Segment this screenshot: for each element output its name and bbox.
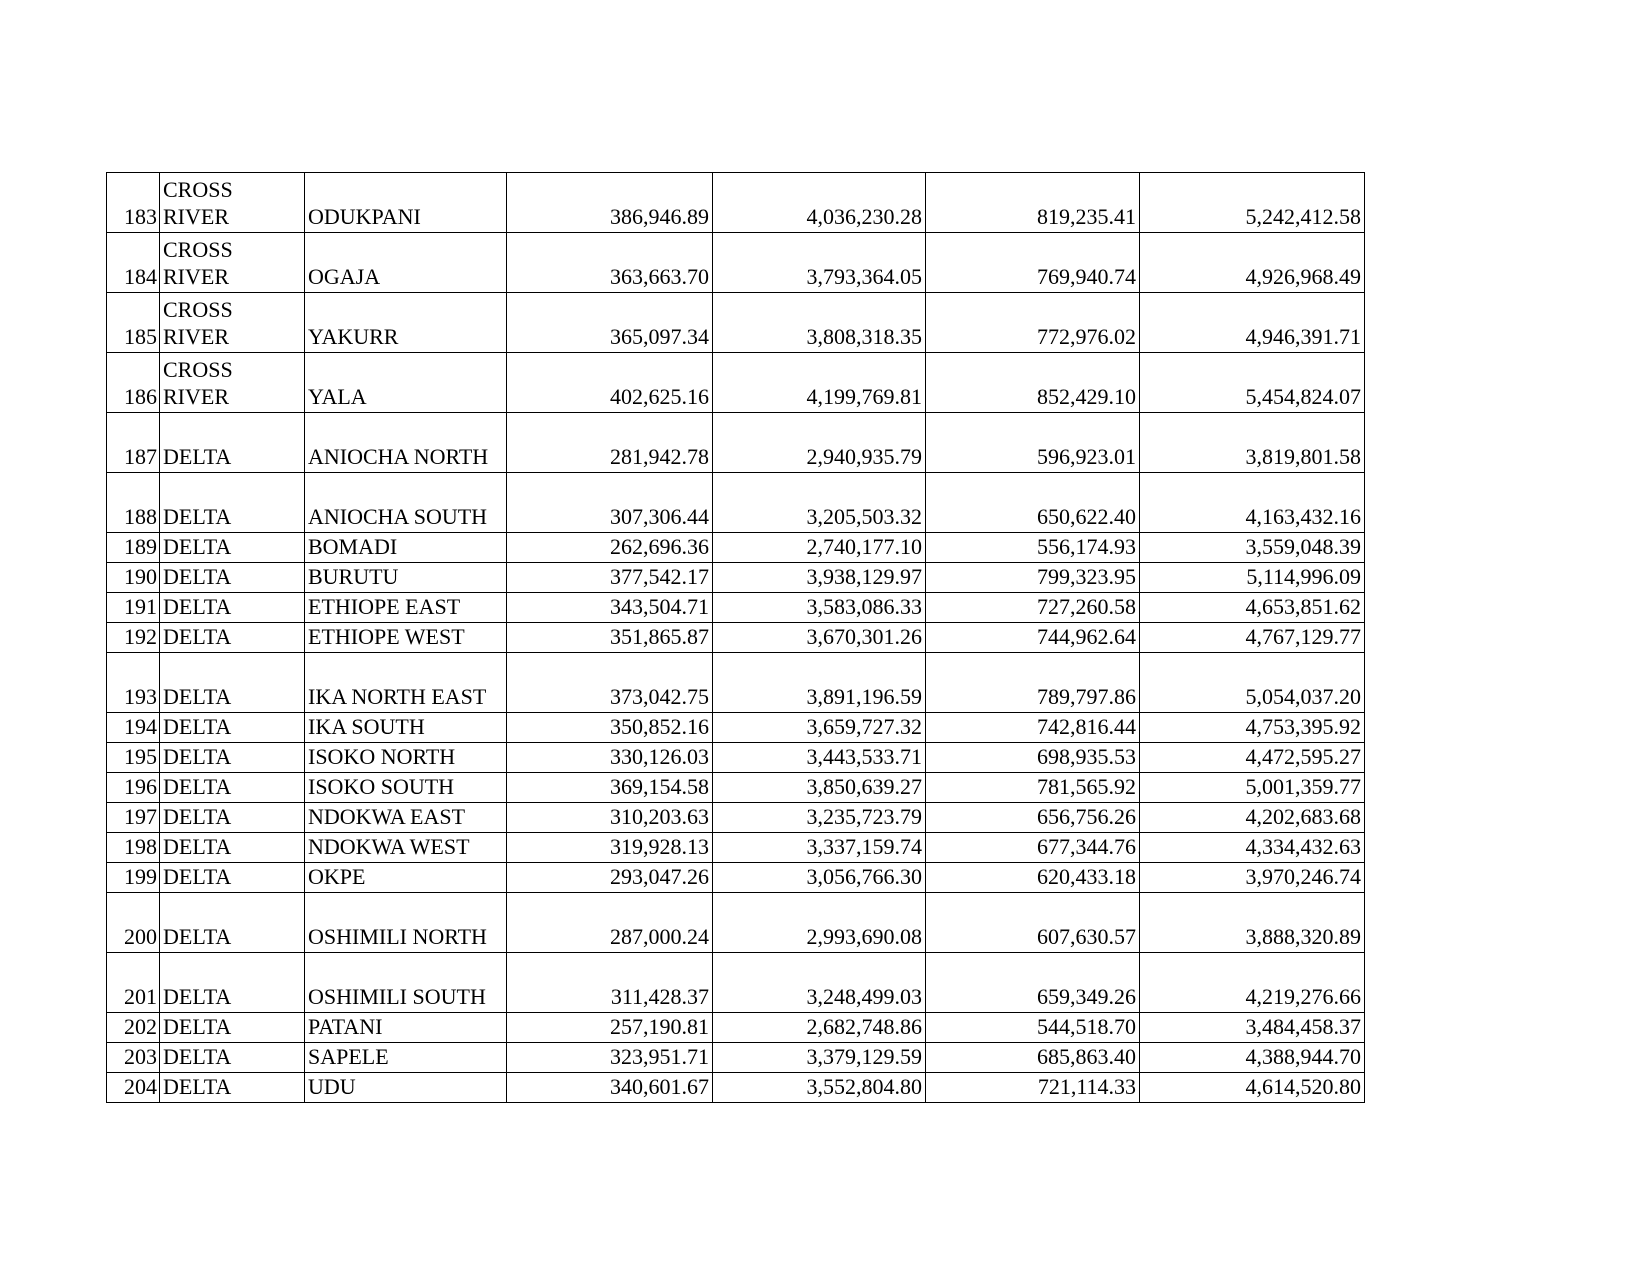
lga-cell: NDOKWA WEST — [305, 833, 507, 863]
table-row — [107, 353, 1365, 413]
total-cell: 4,926,968.49 — [1140, 233, 1365, 293]
state-cell: DELTA — [160, 563, 305, 593]
total-cell: 3,819,801.58 — [1140, 413, 1365, 473]
table-row — [107, 863, 1365, 893]
amount-col1-cell: 373,042.75 — [507, 653, 713, 713]
amount-col1-cell: 319,928.13 — [507, 833, 713, 863]
serial-number-cell: 201 — [107, 953, 160, 1013]
amount-col1-cell: 262,696.36 — [507, 533, 713, 563]
amount-col3-cell: 607,630.57 — [926, 893, 1140, 953]
amount-col3-cell: 685,863.40 — [926, 1043, 1140, 1073]
serial-number-cell: 183 — [107, 173, 160, 233]
state-cell: DELTA — [160, 743, 305, 773]
total-cell: 4,946,391.71 — [1140, 293, 1365, 353]
state-cell: DELTA — [160, 773, 305, 803]
amount-col2-cell: 3,583,086.33 — [713, 593, 926, 623]
table-row — [107, 653, 1365, 713]
amount-col1-cell: 386,946.89 — [507, 173, 713, 233]
table-row — [107, 473, 1365, 533]
amount-col3-cell: 799,323.95 — [926, 563, 1140, 593]
state-cell: DELTA — [160, 623, 305, 653]
serial-number-cell: 197 — [107, 803, 160, 833]
total-cell: 4,767,129.77 — [1140, 623, 1365, 653]
table-row — [107, 1013, 1365, 1043]
amount-col3-cell: 698,935.53 — [926, 743, 1140, 773]
amount-col1-cell: 293,047.26 — [507, 863, 713, 893]
total-cell: 5,001,359.77 — [1140, 773, 1365, 803]
amount-col2-cell: 3,205,503.32 — [713, 473, 926, 533]
amount-col1-cell: 402,625.16 — [507, 353, 713, 413]
amount-col3-cell: 744,962.64 — [926, 623, 1140, 653]
amount-col2-cell: 3,056,766.30 — [713, 863, 926, 893]
lga-cell: IKA NORTH EAST — [305, 653, 507, 713]
table-row — [107, 833, 1365, 863]
amount-col1-cell: 310,203.63 — [507, 803, 713, 833]
total-cell: 4,753,395.92 — [1140, 713, 1365, 743]
state-cell: DELTA — [160, 833, 305, 863]
serial-number-cell: 192 — [107, 623, 160, 653]
serial-number-cell: 187 — [107, 413, 160, 473]
amount-col1-cell: 365,097.34 — [507, 293, 713, 353]
table-row — [107, 713, 1365, 743]
amount-col2-cell: 2,682,748.86 — [713, 1013, 926, 1043]
lga-cell: OSHIMILI NORTH — [305, 893, 507, 953]
serial-number-cell: 194 — [107, 713, 160, 743]
state-cell: CROSS RIVER — [160, 173, 305, 233]
serial-number-cell: 204 — [107, 1073, 160, 1103]
amount-col2-cell: 3,808,318.35 — [713, 293, 926, 353]
amount-col3-cell: 620,433.18 — [926, 863, 1140, 893]
amount-col1-cell: 351,865.87 — [507, 623, 713, 653]
total-cell: 5,454,824.07 — [1140, 353, 1365, 413]
serial-number-cell: 189 — [107, 533, 160, 563]
state-cell: DELTA — [160, 653, 305, 713]
total-cell: 4,334,432.63 — [1140, 833, 1365, 863]
lga-cell: ETHIOPE WEST — [305, 623, 507, 653]
lga-cell: ODUKPANI — [305, 173, 507, 233]
state-cell: DELTA — [160, 593, 305, 623]
state-cell: DELTA — [160, 473, 305, 533]
amount-col2-cell: 4,036,230.28 — [713, 173, 926, 233]
amount-col3-cell: 772,976.02 — [926, 293, 1140, 353]
amount-col2-cell: 3,337,159.74 — [713, 833, 926, 863]
total-cell: 4,219,276.66 — [1140, 953, 1365, 1013]
serial-number-cell: 202 — [107, 1013, 160, 1043]
amount-col3-cell: 742,816.44 — [926, 713, 1140, 743]
amount-col2-cell: 3,379,129.59 — [713, 1043, 926, 1073]
amount-col2-cell: 3,850,639.27 — [713, 773, 926, 803]
total-cell: 4,653,851.62 — [1140, 593, 1365, 623]
table-row — [107, 413, 1365, 473]
lga-cell: YAKURR — [305, 293, 507, 353]
amount-col2-cell: 2,740,177.10 — [713, 533, 926, 563]
lga-cell: ETHIOPE EAST — [305, 593, 507, 623]
total-cell: 4,472,595.27 — [1140, 743, 1365, 773]
state-cell: DELTA — [160, 893, 305, 953]
amount-col1-cell: 257,190.81 — [507, 1013, 713, 1043]
state-cell: DELTA — [160, 803, 305, 833]
table-row — [107, 953, 1365, 1013]
amount-col1-cell: 350,852.16 — [507, 713, 713, 743]
amount-col2-cell: 2,940,935.79 — [713, 413, 926, 473]
state-cell: DELTA — [160, 953, 305, 1013]
serial-number-cell: 184 — [107, 233, 160, 293]
table-body — [107, 173, 1365, 1103]
amount-col2-cell: 4,199,769.81 — [713, 353, 926, 413]
amount-col2-cell: 3,443,533.71 — [713, 743, 926, 773]
table-row — [107, 563, 1365, 593]
total-cell: 5,054,037.20 — [1140, 653, 1365, 713]
amount-col1-cell: 330,126.03 — [507, 743, 713, 773]
total-cell: 4,614,520.80 — [1140, 1073, 1365, 1103]
table-row — [107, 1043, 1365, 1073]
allocation-table — [106, 172, 1365, 1103]
amount-col3-cell: 852,429.10 — [926, 353, 1140, 413]
total-cell: 4,388,944.70 — [1140, 1043, 1365, 1073]
state-cell: DELTA — [160, 1073, 305, 1103]
amount-col1-cell: 311,428.37 — [507, 953, 713, 1013]
state-cell: CROSS RIVER — [160, 293, 305, 353]
total-cell: 5,114,996.09 — [1140, 563, 1365, 593]
total-cell: 3,888,320.89 — [1140, 893, 1365, 953]
serial-number-cell: 191 — [107, 593, 160, 623]
amount-col3-cell: 556,174.93 — [926, 533, 1140, 563]
state-cell: DELTA — [160, 413, 305, 473]
serial-number-cell: 190 — [107, 563, 160, 593]
lga-cell: ANIOCHA SOUTH — [305, 473, 507, 533]
amount-col1-cell: 363,663.70 — [507, 233, 713, 293]
amount-col1-cell: 287,000.24 — [507, 893, 713, 953]
amount-col1-cell: 369,154.58 — [507, 773, 713, 803]
state-cell: CROSS RIVER — [160, 233, 305, 293]
total-cell: 3,484,458.37 — [1140, 1013, 1365, 1043]
lga-cell: UDU — [305, 1073, 507, 1103]
lga-cell: YALA — [305, 353, 507, 413]
lga-cell: BOMADI — [305, 533, 507, 563]
amount-col3-cell: 544,518.70 — [926, 1013, 1140, 1043]
amount-col3-cell: 656,756.26 — [926, 803, 1140, 833]
table-row — [107, 173, 1365, 233]
amount-col2-cell: 3,793,364.05 — [713, 233, 926, 293]
amount-col2-cell: 3,552,804.80 — [713, 1073, 926, 1103]
lga-cell: ISOKO SOUTH — [305, 773, 507, 803]
amount-col2-cell: 3,659,727.32 — [713, 713, 926, 743]
amount-col3-cell: 721,114.33 — [926, 1073, 1140, 1103]
amount-col3-cell: 677,344.76 — [926, 833, 1140, 863]
total-cell: 5,242,412.58 — [1140, 173, 1365, 233]
lga-cell: NDOKWA EAST — [305, 803, 507, 833]
serial-number-cell: 185 — [107, 293, 160, 353]
amount-col2-cell: 3,248,499.03 — [713, 953, 926, 1013]
serial-number-cell: 193 — [107, 653, 160, 713]
lga-cell: OSHIMILI SOUTH — [305, 953, 507, 1013]
lga-cell: ISOKO NORTH — [305, 743, 507, 773]
amount-col2-cell: 3,938,129.97 — [713, 563, 926, 593]
table-row — [107, 233, 1365, 293]
lga-cell: PATANI — [305, 1013, 507, 1043]
table-row — [107, 803, 1365, 833]
amount-col1-cell: 340,601.67 — [507, 1073, 713, 1103]
serial-number-cell: 203 — [107, 1043, 160, 1073]
amount-col1-cell: 307,306.44 — [507, 473, 713, 533]
lga-cell: ANIOCHA NORTH — [305, 413, 507, 473]
table-row — [107, 743, 1365, 773]
table-row — [107, 893, 1365, 953]
table-row — [107, 293, 1365, 353]
state-cell: DELTA — [160, 1043, 305, 1073]
amount-col2-cell: 3,891,196.59 — [713, 653, 926, 713]
table-row — [107, 1073, 1365, 1103]
table-row — [107, 533, 1365, 563]
state-cell: CROSS RIVER — [160, 353, 305, 413]
table-row — [107, 773, 1365, 803]
amount-col3-cell: 650,622.40 — [926, 473, 1140, 533]
serial-number-cell: 186 — [107, 353, 160, 413]
amount-col1-cell: 343,504.71 — [507, 593, 713, 623]
serial-number-cell: 196 — [107, 773, 160, 803]
amount-col1-cell: 377,542.17 — [507, 563, 713, 593]
serial-number-cell: 199 — [107, 863, 160, 893]
amount-col3-cell: 769,940.74 — [926, 233, 1140, 293]
state-cell: DELTA — [160, 863, 305, 893]
table-row — [107, 593, 1365, 623]
total-cell: 3,970,246.74 — [1140, 863, 1365, 893]
state-cell: DELTA — [160, 533, 305, 563]
amount-col1-cell: 281,942.78 — [507, 413, 713, 473]
amount-col3-cell: 596,923.01 — [926, 413, 1140, 473]
serial-number-cell: 188 — [107, 473, 160, 533]
serial-number-cell: 198 — [107, 833, 160, 863]
serial-number-cell: 200 — [107, 893, 160, 953]
lga-cell: BURUTU — [305, 563, 507, 593]
serial-number-cell: 195 — [107, 743, 160, 773]
amount-col3-cell: 727,260.58 — [926, 593, 1140, 623]
table-row — [107, 623, 1365, 653]
lga-cell: OKPE — [305, 863, 507, 893]
amount-col3-cell: 781,565.92 — [926, 773, 1140, 803]
lga-cell: OGAJA — [305, 233, 507, 293]
amount-col1-cell: 323,951.71 — [507, 1043, 713, 1073]
lga-cell: IKA SOUTH — [305, 713, 507, 743]
state-cell: DELTA — [160, 713, 305, 743]
total-cell: 3,559,048.39 — [1140, 533, 1365, 563]
state-cell: DELTA — [160, 1013, 305, 1043]
amount-col2-cell: 2,993,690.08 — [713, 893, 926, 953]
amount-col3-cell: 789,797.86 — [926, 653, 1140, 713]
total-cell: 4,163,432.16 — [1140, 473, 1365, 533]
lga-cell: SAPELE — [305, 1043, 507, 1073]
amount-col3-cell: 819,235.41 — [926, 173, 1140, 233]
amount-col3-cell: 659,349.26 — [926, 953, 1140, 1013]
amount-col2-cell: 3,235,723.79 — [713, 803, 926, 833]
amount-col2-cell: 3,670,301.26 — [713, 623, 926, 653]
total-cell: 4,202,683.68 — [1140, 803, 1365, 833]
